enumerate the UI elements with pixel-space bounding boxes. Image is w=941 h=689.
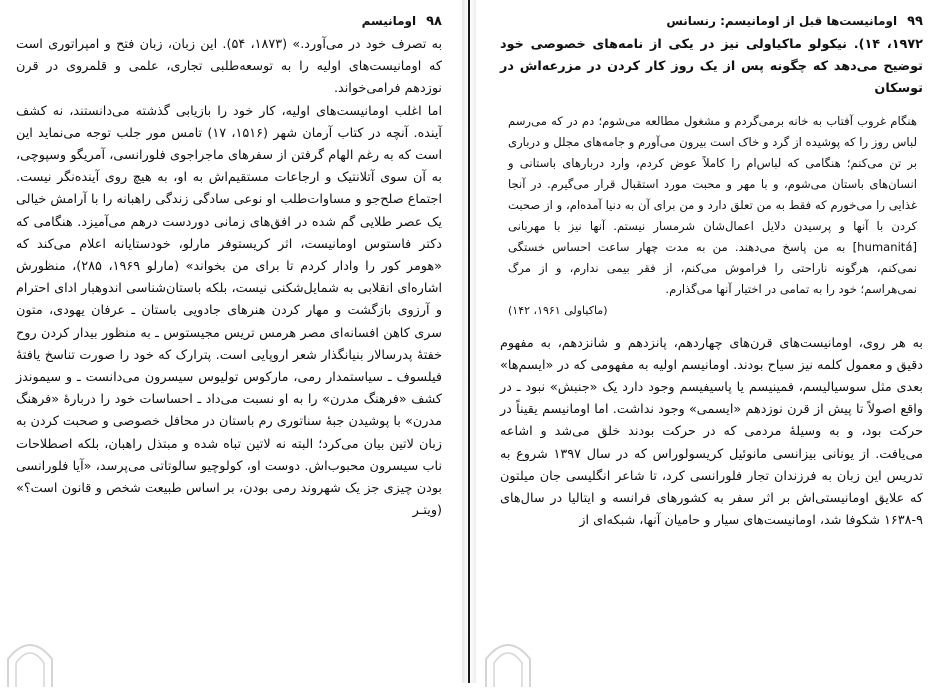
left-page	[0, 0, 462, 683]
book-gutter	[462, 0, 476, 683]
left-page-number: ۹۸	[426, 14, 442, 29]
right-page	[476, 0, 941, 683]
quote-citation: (ماکیاولی ۱۹۶۱، ۱۴۲)	[508, 303, 608, 317]
gutter-rule	[468, 0, 470, 683]
right-closing-text	[500, 333, 923, 533]
left-body-text	[16, 34, 442, 522]
library-stamp-icon	[478, 629, 538, 689]
right-running-title: اومانیست‌ها قبل از اومانیسم: رنسانس	[666, 14, 898, 28]
left-paragraph-1: به تصرف خود در می‌آورد.» (۱۸۷۳، ۵۴). این زبان، زبان فتح و امپراتوری است که اومانیست‌های اولیه را به توسعه‌طلبی تجاری، علمی و قلمروی در قرن نوزدهم فرامی‌خواند.	[16, 37, 443, 97]
right-running-head	[500, 8, 923, 34]
block-quote-text: هنگام غروب آفتاب به خانه برمی‌گردم و مشغول مطالعه می‌شوم؛ دم در که می‌رسم لباس روز را که پوشیده از گرد و خاک است بیرون می‌آورم و جامه‌های مجلل و درباری بر تن می‌کنم؛ هنگامی که لباس‌ام را کاملاً عوض کردم، وارد دربارهای باستانی و انسان‌های باستان می‌شوم، و با مهر و محبت مورد استقبال قرار می‌گیرم. در آنجا غذایی را می‌خورم که فقط به من تعلق دارد و من برای آن به دنیا آمده‌ام، و از صحبت کردن با آنها و پرسیدن دلایل اعمال‌شان شرمسار نیستم. آنها نیز با مهربانی [humanitá] به من پاسخ می‌دهند. من به مدت چهار ساعت احساس خستگی نمی‌کنم، هرگونه ناراحتی را فراموش می‌کنم، از فقر بیمی ندارم، و از مرگ نمی‌هراسم؛ خود را به تمامی در اختیار آنها می‌گذارم.	[508, 113, 917, 296]
right-page-number: ۹۹	[907, 14, 923, 29]
left-paragraph-2: اما اغلب اومانیست‌های اولیه، کار خود را بازیابی گذشته می‌دانستند، نه کشف آینده. آنچه در کتاب آرمان شهر (۱۵۱۶، ۱۷) تامس مور جلب توجه می‌نماید این است که به رغم الهام گرفتن از سفرهای ماجراجوی فلورانسی، آمریگو وسپوچی، به آن سوی آتلانتیک و ارجاعات مستقیم‌اش به او، به هیچ روی آینده‌نگر نیست. اجتماع صلح‌جو و مساوات‌طلب او نوعی سادگی زندگی راهبانه را با آرامش خیالی یک عصر طلایی گم شده در افق‌های زمانی دوردست درهم می‌آمیزد. هنگامی که دکتر فاستوس اومانیست، اثر کریستوفر مارلو، خودستایانه اعلام می‌کند که «هومر کور را وادار کردم تا برای من بخواند» (مارلو ۱۹۶۹، ۲۸۵)، منظورش اشاره‌ای انقلابی به شمایل‌شکنی نیست، بلکه باستان‌شناسی اندوهبار ادای احترام و آرزوی بازگشت و مهار کردن هنرهای جادویی باستان ـ عرفان یهودی، متون سری کاهن افسانه‌ای مصر هرمس تریس مجیستوس ـ به منظور بیدار کردن روح خفتهٔ پدرسالار بنیانگذار شعر اروپایی است. پترارک که خود را صورت تناسخ یافتهٔ فیلسوف ـ سیاستمدار رمی، مارکوس تولیوس سیسرون می‌دانست ـ و سیموندز کشف «فرهنگ مدرن» را به او نسبت می‌داد ـ احساسات خود را دربارهٔ «فرهنگ مدرن» با پوشیدن جبهٔ سناتوری رم باستان در محافل خصوصی و صحبت کردن به زبان لاتین بیان می‌کرد؛ البته نه لاتین تباه شده و مبتذل راهبان، بلکه اصطلاحات ناب سیسرون محبوب‌اش. دوست او، کولوچیو سالوتاتی می‌پرسد، «آیا فلورانسی بودن چیزی جز یک شهروند رمی بودن، بر اساس طبیعت شخص و قانون است؟» (ویتـر	[16, 103, 442, 519]
left-running-title: اومانیسم	[361, 14, 417, 28]
left-running-head	[16, 8, 442, 34]
right-closing-paragraph: به هر روی، اومانیست‌های قرن‌های چهاردهم، پانزدهم و شانزدهم، به مفهوم دقیق و معمول کلمه نیز سیاح بودند. اومانیسم اولیه به مفهومی که در «ایسم‌ها» بعدی مثل سوسیالیسم، فمینیسم یا پاسیفیسم وجود دارد یک «جنبش» نبود ـ در واقع اصولاً تا پیش از قرن نوزدهم «ایسمی» وجود نداشت. اما اومانیسم یقیناً در حرکت بود، و به وسیلهٔ مردمی که در حرکت بودند خلق می‌شد و اشاعه می‌یافت. از یونانی بیزانسی مانوئیل کریسولوراس که در سال ۱۳۹۷ شروع به تدریس این زبان به فرزندان تجار فلورانسی کرد، تا شاعر انگلیسی جان میلتون که علایق اومانیستی‌اش بر اثر سفر به کشورهای فرانسه و ایتالیا در سال‌های ۹-۱۶۳۸ شکوفا شد، اومانیست‌های سیار و حامیان آنها، شبکه‌ای از	[500, 335, 923, 529]
right-lead-paragraph: ۱۹۷۲، ۱۴). نیکولو ماکیاولی نیز در یکی از نامه‌های خصوصی خود توضیح می‌دهد که چگونه پس از یک روز کار کردن در مزرعه‌اش در توسکان	[500, 37, 923, 97]
right-body-text	[500, 34, 923, 101]
library-stamp-icon	[0, 629, 60, 689]
block-quote	[500, 111, 923, 321]
